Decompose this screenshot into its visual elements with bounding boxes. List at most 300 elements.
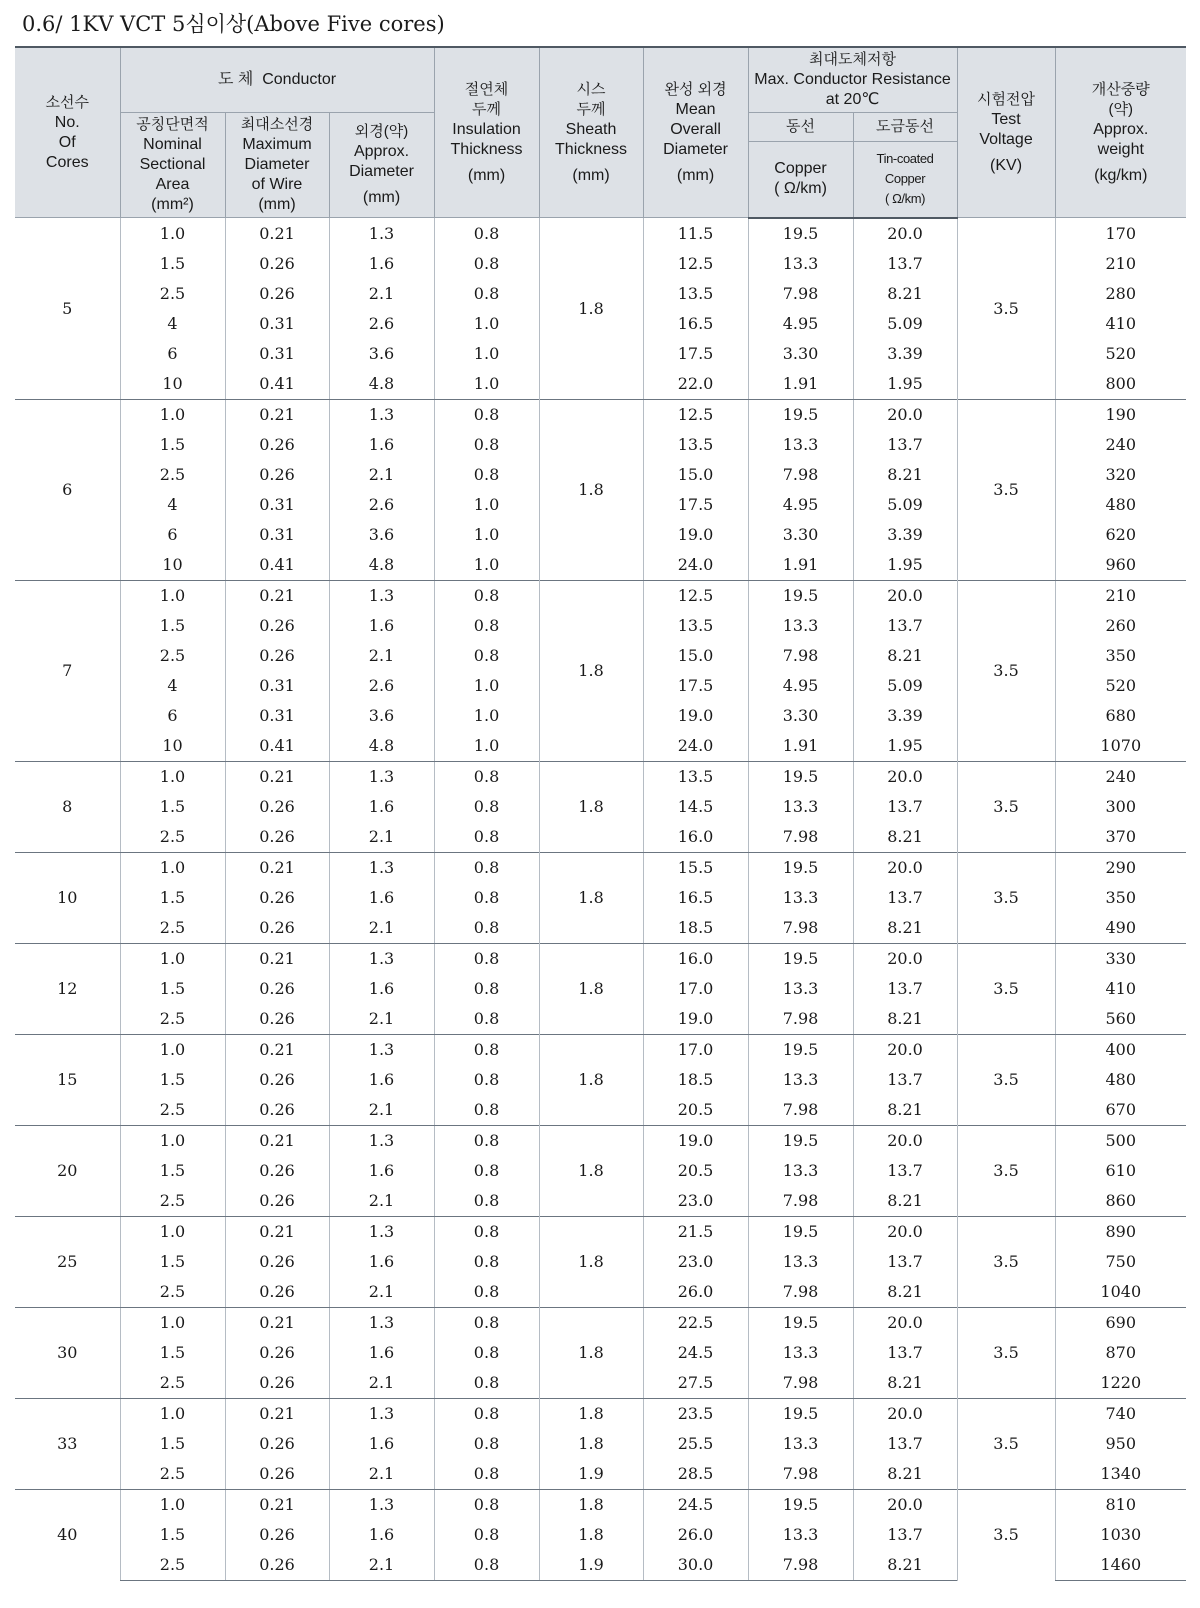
ins-cell: 0.8 — [434, 761, 539, 792]
wire-cell: 0.31 — [225, 520, 329, 550]
ins-cell: 1.0 — [434, 339, 539, 369]
wire-cell: 0.31 — [225, 309, 329, 339]
copper-cell: 19.5 — [748, 1307, 853, 1338]
weight-cell: 1340 — [1055, 1459, 1186, 1490]
ins-cell: 0.8 — [434, 1156, 539, 1186]
tin-cell: 5.09 — [853, 309, 957, 339]
area-cell: 2.5 — [120, 913, 225, 944]
overall-cell: 23.0 — [643, 1247, 748, 1277]
diam-cell: 1.3 — [329, 852, 434, 883]
table-body — [15, 218, 1186, 1581]
wire-cell: 0.21 — [225, 943, 329, 974]
diam-cell: 1.3 — [329, 1125, 434, 1156]
tin-cell: 13.7 — [853, 1429, 957, 1459]
tin-cell: 8.21 — [853, 822, 957, 853]
diam-cell: 2.1 — [329, 1550, 434, 1581]
diam-cell: 2.1 — [329, 1004, 434, 1035]
weight-cell: 280 — [1055, 279, 1186, 309]
header-test-voltage: 시험전압 Test Voltage (KV) — [957, 47, 1055, 218]
copper-cell: 7.98 — [748, 1004, 853, 1035]
table-row — [15, 399, 1186, 430]
diam-cell: 4.8 — [329, 550, 434, 581]
copper-cell: 7.98 — [748, 1459, 853, 1490]
copper-cell: 19.5 — [748, 1125, 853, 1156]
diam-cell: 2.1 — [329, 913, 434, 944]
weight-cell: 480 — [1055, 490, 1186, 520]
ins-cell: 0.8 — [434, 1186, 539, 1217]
wire-cell: 0.26 — [225, 1277, 329, 1308]
ins-cell: 0.8 — [434, 1125, 539, 1156]
overall-cell: 13.5 — [643, 279, 748, 309]
sheath-cell: 1.9 — [539, 1550, 643, 1581]
area-cell: 2.5 — [120, 822, 225, 853]
copper-cell: 13.3 — [748, 430, 853, 460]
overall-cell: 18.5 — [643, 913, 748, 944]
overall-cell: 19.0 — [643, 1004, 748, 1035]
tin-cell: 5.09 — [853, 671, 957, 701]
copper-cell: 13.3 — [748, 974, 853, 1004]
area-cell: 6 — [120, 339, 225, 369]
wire-cell: 0.41 — [225, 369, 329, 400]
area-cell: 4 — [120, 309, 225, 339]
wire-cell: 0.26 — [225, 792, 329, 822]
overall-cell: 12.5 — [643, 399, 748, 430]
table-row — [15, 1125, 1186, 1156]
wire-cell: 0.26 — [225, 1095, 329, 1126]
area-cell: 2.5 — [120, 460, 225, 490]
copper-cell: 13.3 — [748, 1520, 853, 1550]
copper-cell: 4.95 — [748, 309, 853, 339]
ins-cell: 0.8 — [434, 913, 539, 944]
test-voltage-cell: 3.5 — [957, 943, 1055, 1034]
wire-cell: 0.26 — [225, 1459, 329, 1490]
ins-cell: 0.8 — [434, 1398, 539, 1429]
weight-cell: 240 — [1055, 761, 1186, 792]
copper-cell: 19.5 — [748, 580, 853, 611]
wire-cell: 0.21 — [225, 580, 329, 611]
copper-cell: 7.98 — [748, 1186, 853, 1217]
weight-cell: 1040 — [1055, 1277, 1186, 1308]
tin-cell: 3.39 — [853, 520, 957, 550]
table-row — [15, 852, 1186, 883]
cores-cell: 30 — [15, 1307, 120, 1398]
header-approx-weight: 개산중량 (약) Approx. weight (kg/km) — [1055, 47, 1186, 218]
tin-cell: 8.21 — [853, 641, 957, 671]
copper-cell: 7.98 — [748, 279, 853, 309]
overall-cell: 22.5 — [643, 1307, 748, 1338]
diam-cell: 1.6 — [329, 792, 434, 822]
diam-cell: 1.6 — [329, 249, 434, 279]
weight-cell: 210 — [1055, 580, 1186, 611]
weight-cell: 370 — [1055, 822, 1186, 853]
ins-cell: 0.8 — [434, 611, 539, 641]
diam-cell: 1.6 — [329, 1156, 434, 1186]
copper-cell: 4.95 — [748, 671, 853, 701]
ins-cell: 0.8 — [434, 1459, 539, 1490]
weight-cell: 950 — [1055, 1429, 1186, 1459]
weight-cell: 1070 — [1055, 731, 1186, 762]
area-cell: 10 — [120, 731, 225, 762]
weight-cell: 210 — [1055, 249, 1186, 279]
area-cell: 1.5 — [120, 249, 225, 279]
diam-cell: 1.6 — [329, 611, 434, 641]
copper-cell: 7.98 — [748, 1368, 853, 1399]
sheath-cell: 1.8 — [539, 218, 643, 400]
overall-cell: 26.0 — [643, 1520, 748, 1550]
area-cell: 1.5 — [120, 430, 225, 460]
test-voltage-cell: 3.5 — [957, 1216, 1055, 1307]
table-row — [15, 1398, 1186, 1429]
diam-cell: 1.6 — [329, 883, 434, 913]
overall-cell: 25.5 — [643, 1429, 748, 1459]
header-overall-diameter: 완성 외경 Mean Overall Diameter (mm) — [643, 47, 748, 218]
wire-cell: 0.26 — [225, 279, 329, 309]
table-row — [15, 1034, 1186, 1065]
weight-cell: 750 — [1055, 1247, 1186, 1277]
diam-cell: 1.6 — [329, 974, 434, 1004]
sheath-cell: 1.8 — [539, 943, 643, 1034]
copper-cell: 3.30 — [748, 520, 853, 550]
overall-cell: 23.0 — [643, 1186, 748, 1217]
weight-cell: 410 — [1055, 974, 1186, 1004]
area-cell: 4 — [120, 671, 225, 701]
copper-cell: 19.5 — [748, 1216, 853, 1247]
area-cell: 2.5 — [120, 1459, 225, 1490]
weight-cell: 350 — [1055, 641, 1186, 671]
weight-cell: 410 — [1055, 309, 1186, 339]
wire-cell: 0.26 — [225, 974, 329, 1004]
diam-cell: 1.6 — [329, 1520, 434, 1550]
diam-cell: 2.1 — [329, 1095, 434, 1126]
weight-cell: 520 — [1055, 339, 1186, 369]
overall-cell: 12.5 — [643, 249, 748, 279]
cores-cell: 20 — [15, 1125, 120, 1216]
sheath-cell: 1.8 — [539, 1398, 643, 1429]
ins-cell: 0.8 — [434, 852, 539, 883]
copper-cell: 1.91 — [748, 550, 853, 581]
tin-cell: 8.21 — [853, 1095, 957, 1126]
wire-cell: 0.26 — [225, 883, 329, 913]
wire-cell: 0.21 — [225, 1034, 329, 1065]
ins-cell: 0.8 — [434, 1338, 539, 1368]
tin-cell: 1.95 — [853, 369, 957, 400]
ins-cell: 0.8 — [434, 1489, 539, 1520]
cores-cell: 7 — [15, 580, 120, 761]
area-cell: 2.5 — [120, 1550, 225, 1581]
area-cell: 1.0 — [120, 1216, 225, 1247]
wire-cell: 0.26 — [225, 1429, 329, 1459]
area-cell: 1.0 — [120, 1034, 225, 1065]
copper-cell: 7.98 — [748, 1277, 853, 1308]
wire-cell: 0.26 — [225, 1156, 329, 1186]
wire-cell: 0.21 — [225, 1125, 329, 1156]
weight-cell: 300 — [1055, 792, 1186, 822]
copper-cell: 7.98 — [748, 460, 853, 490]
wire-cell: 0.26 — [225, 913, 329, 944]
weight-cell: 190 — [1055, 399, 1186, 430]
area-cell: 10 — [120, 369, 225, 400]
wire-cell: 0.21 — [225, 399, 329, 430]
tin-cell: 8.21 — [853, 1186, 957, 1217]
tin-cell: 8.21 — [853, 1459, 957, 1490]
overall-cell: 17.0 — [643, 974, 748, 1004]
overall-cell: 19.0 — [643, 1125, 748, 1156]
ins-cell: 0.8 — [434, 1247, 539, 1277]
ins-cell: 0.8 — [434, 1095, 539, 1126]
diam-cell: 1.6 — [329, 1429, 434, 1459]
table-row — [15, 943, 1186, 974]
diam-cell: 1.3 — [329, 580, 434, 611]
diam-cell: 2.1 — [329, 1459, 434, 1490]
tin-cell: 13.7 — [853, 249, 957, 279]
diam-cell: 4.8 — [329, 731, 434, 762]
tin-cell: 13.7 — [853, 1520, 957, 1550]
test-voltage-cell: 3.5 — [957, 580, 1055, 761]
header-tin-coated-copper: 도금동선 — [853, 113, 957, 142]
tin-cell: 1.95 — [853, 731, 957, 762]
header-conductor: 도 체 Conductor — [120, 47, 434, 113]
tin-cell: 8.21 — [853, 1004, 957, 1035]
tin-cell: 20.0 — [853, 399, 957, 430]
area-cell: 1.5 — [120, 611, 225, 641]
wire-cell: 0.21 — [225, 761, 329, 792]
wire-cell: 0.21 — [225, 1398, 329, 1429]
copper-cell: 13.3 — [748, 611, 853, 641]
tin-cell: 20.0 — [853, 1489, 957, 1520]
sheath-cell: 1.8 — [539, 1307, 643, 1398]
weight-cell: 1460 — [1055, 1550, 1186, 1581]
test-voltage-cell: 3.5 — [957, 852, 1055, 943]
ins-cell: 0.8 — [434, 1065, 539, 1095]
diam-cell: 2.6 — [329, 490, 434, 520]
wire-cell: 0.26 — [225, 611, 329, 641]
page-title: 0.6/ 1KV VCT 5심이상(Above Five cores) — [22, 12, 445, 36]
ins-cell: 0.8 — [434, 249, 539, 279]
overall-cell: 28.5 — [643, 1459, 748, 1490]
diam-cell: 1.3 — [329, 1307, 434, 1338]
ins-cell: 0.8 — [434, 399, 539, 430]
ins-cell: 0.8 — [434, 279, 539, 309]
sheath-cell: 1.8 — [539, 852, 643, 943]
sheath-cell: 1.8 — [539, 1489, 643, 1520]
weight-cell: 350 — [1055, 883, 1186, 913]
ins-cell: 0.8 — [434, 974, 539, 1004]
ins-cell: 0.8 — [434, 1216, 539, 1247]
tin-cell: 20.0 — [853, 580, 957, 611]
copper-cell: 7.98 — [748, 1550, 853, 1581]
header-approx-diameter: 외경(약) Approx. Diameter (mm) — [329, 113, 434, 218]
weight-cell: 670 — [1055, 1095, 1186, 1126]
tin-cell: 13.7 — [853, 430, 957, 460]
wire-cell: 0.21 — [225, 218, 329, 249]
cores-cell: 12 — [15, 943, 120, 1034]
copper-cell: 19.5 — [748, 1034, 853, 1065]
ins-cell: 1.0 — [434, 671, 539, 701]
area-cell: 10 — [120, 550, 225, 581]
overall-cell: 16.0 — [643, 943, 748, 974]
test-voltage-cell: 3.5 — [957, 1034, 1055, 1125]
ins-cell: 1.0 — [434, 701, 539, 731]
wire-cell: 0.21 — [225, 1216, 329, 1247]
weight-cell: 500 — [1055, 1125, 1186, 1156]
overall-cell: 22.0 — [643, 369, 748, 400]
copper-cell: 13.3 — [748, 1156, 853, 1186]
ins-cell: 0.8 — [434, 1368, 539, 1399]
wire-cell: 0.26 — [225, 1368, 329, 1399]
copper-cell: 13.3 — [748, 249, 853, 279]
overall-cell: 11.5 — [643, 218, 748, 249]
overall-cell: 19.0 — [643, 701, 748, 731]
table-row — [15, 761, 1186, 792]
overall-cell: 13.5 — [643, 761, 748, 792]
copper-cell: 1.91 — [748, 369, 853, 400]
test-voltage-cell: 3.5 — [957, 761, 1055, 852]
area-cell: 1.0 — [120, 1398, 225, 1429]
ins-cell: 0.8 — [434, 792, 539, 822]
tin-cell: 20.0 — [853, 761, 957, 792]
diam-cell: 1.3 — [329, 399, 434, 430]
ins-cell: 0.8 — [434, 460, 539, 490]
area-cell: 1.0 — [120, 580, 225, 611]
overall-cell: 16.5 — [643, 883, 748, 913]
tin-cell: 20.0 — [853, 943, 957, 974]
sheath-cell: 1.8 — [539, 1520, 643, 1550]
diam-cell: 3.6 — [329, 339, 434, 369]
area-cell: 1.0 — [120, 943, 225, 974]
copper-cell: 13.3 — [748, 883, 853, 913]
tin-cell: 20.0 — [853, 852, 957, 883]
diam-cell: 2.1 — [329, 1186, 434, 1217]
ins-cell: 0.8 — [434, 1520, 539, 1550]
weight-cell: 690 — [1055, 1307, 1186, 1338]
copper-cell: 1.91 — [748, 731, 853, 762]
table-row — [15, 580, 1186, 611]
cores-cell: 15 — [15, 1034, 120, 1125]
ins-cell: 0.8 — [434, 822, 539, 853]
area-cell: 1.0 — [120, 852, 225, 883]
sheath-cell: 1.8 — [539, 580, 643, 761]
area-cell: 1.0 — [120, 218, 225, 249]
tin-cell: 20.0 — [853, 1216, 957, 1247]
weight-cell: 620 — [1055, 520, 1186, 550]
cores-cell: 10 — [15, 852, 120, 943]
test-voltage-cell: 3.5 — [957, 1307, 1055, 1398]
diam-cell: 2.1 — [329, 641, 434, 671]
overall-cell: 13.5 — [643, 430, 748, 460]
overall-cell: 23.5 — [643, 1398, 748, 1429]
tin-cell: 5.09 — [853, 490, 957, 520]
diam-cell: 1.3 — [329, 943, 434, 974]
header-nominal-area: 공칭단면적 Nominal Sectional Area (mm²) — [120, 113, 225, 218]
copper-cell: 13.3 — [748, 1247, 853, 1277]
tin-cell: 8.21 — [853, 1368, 957, 1399]
diam-cell: 2.6 — [329, 671, 434, 701]
diam-cell: 2.6 — [329, 309, 434, 339]
weight-cell: 330 — [1055, 943, 1186, 974]
diam-cell: 1.3 — [329, 1489, 434, 1520]
ins-cell: 1.0 — [434, 369, 539, 400]
tin-cell: 13.7 — [853, 792, 957, 822]
area-cell: 2.5 — [120, 1368, 225, 1399]
weight-cell: 960 — [1055, 550, 1186, 581]
wire-cell: 0.26 — [225, 1520, 329, 1550]
header-insulation-thickness: 절연체 두께 Insulation Thickness (mm) — [434, 47, 539, 218]
copper-cell: 7.98 — [748, 913, 853, 944]
copper-cell: 3.30 — [748, 701, 853, 731]
diam-cell: 2.1 — [329, 1277, 434, 1308]
header-sheath-thickness: 시스 두께 Sheath Thickness (mm) — [539, 47, 643, 218]
overall-cell: 24.0 — [643, 731, 748, 762]
overall-cell: 17.5 — [643, 339, 748, 369]
copper-cell: 13.3 — [748, 1065, 853, 1095]
copper-cell: 13.3 — [748, 1338, 853, 1368]
overall-cell: 26.0 — [643, 1277, 748, 1308]
tin-cell: 13.7 — [853, 1156, 957, 1186]
tin-cell: 3.39 — [853, 701, 957, 731]
copper-cell: 3.30 — [748, 339, 853, 369]
wire-cell: 0.26 — [225, 1338, 329, 1368]
copper-cell: 19.5 — [748, 852, 853, 883]
cable-spec-table — [15, 46, 1186, 1581]
ins-cell: 0.8 — [434, 1429, 539, 1459]
diam-cell: 2.1 — [329, 1368, 434, 1399]
area-cell: 1.0 — [120, 761, 225, 792]
sheath-cell: 1.8 — [539, 761, 643, 852]
copper-cell: 19.5 — [748, 943, 853, 974]
wire-cell: 0.31 — [225, 339, 329, 369]
cores-cell: 25 — [15, 1216, 120, 1307]
area-cell: 1.5 — [120, 1247, 225, 1277]
weight-cell: 870 — [1055, 1338, 1186, 1368]
copper-cell: 7.98 — [748, 1095, 853, 1126]
copper-cell: 13.3 — [748, 1429, 853, 1459]
overall-cell: 17.5 — [643, 671, 748, 701]
area-cell: 1.5 — [120, 1338, 225, 1368]
test-voltage-cell: 3.5 — [957, 1398, 1055, 1489]
ins-cell: 0.8 — [434, 218, 539, 249]
area-cell: 2.5 — [120, 1186, 225, 1217]
wire-cell: 0.31 — [225, 671, 329, 701]
cores-cell: 8 — [15, 761, 120, 852]
diam-cell: 2.1 — [329, 460, 434, 490]
ins-cell: 1.0 — [434, 309, 539, 339]
diam-cell: 1.6 — [329, 1338, 434, 1368]
wire-cell: 0.26 — [225, 1004, 329, 1035]
copper-cell: 19.5 — [748, 218, 853, 249]
header-copper: 동선 — [748, 113, 853, 142]
overall-cell: 16.0 — [643, 822, 748, 853]
area-cell: 1.5 — [120, 974, 225, 1004]
wire-cell: 0.26 — [225, 822, 329, 853]
area-cell: 1.0 — [120, 399, 225, 430]
weight-cell: 480 — [1055, 1065, 1186, 1095]
weight-cell: 680 — [1055, 701, 1186, 731]
area-cell: 1.5 — [120, 1156, 225, 1186]
overall-cell: 16.5 — [643, 309, 748, 339]
header-max-wire-diameter: 최대소선경 Maximum Diameter of Wire (mm) — [225, 113, 329, 218]
area-cell: 1.5 — [120, 1429, 225, 1459]
header-copper-unit: Copper ( Ω/km) — [748, 142, 853, 218]
test-voltage-cell: 3.5 — [957, 1489, 1055, 1580]
test-voltage-cell: 3.5 — [957, 218, 1055, 400]
wire-cell: 0.26 — [225, 249, 329, 279]
area-cell: 1.0 — [120, 1125, 225, 1156]
area-cell: 1.0 — [120, 1489, 225, 1520]
area-cell: 6 — [120, 520, 225, 550]
diam-cell: 4.8 — [329, 369, 434, 400]
tin-cell: 3.39 — [853, 339, 957, 369]
wire-cell: 0.41 — [225, 731, 329, 762]
